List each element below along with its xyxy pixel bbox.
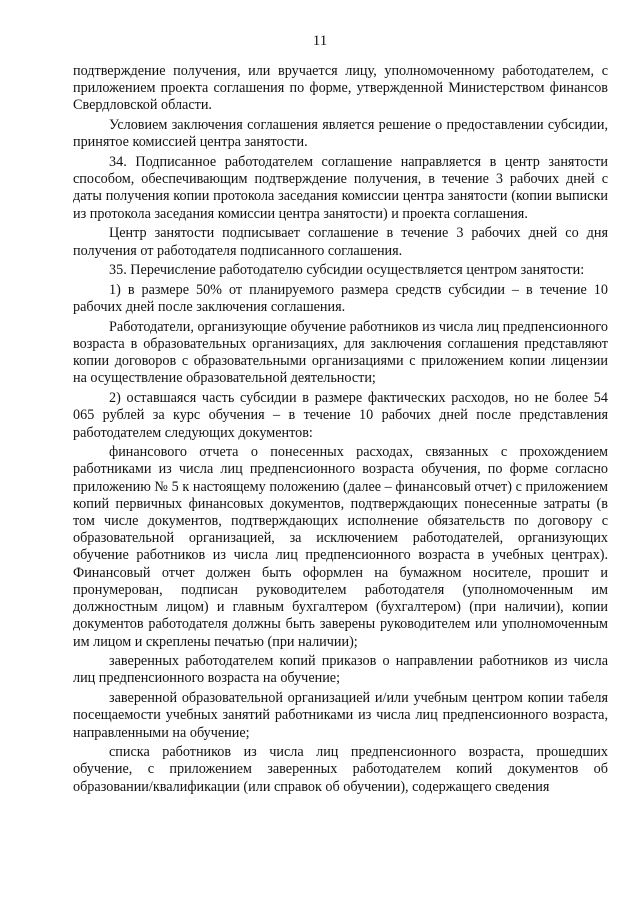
page-number: 11	[312, 33, 328, 49]
paragraph-35: 35. Перечисление работодателю субсидии осуществляется центром занятости:	[109, 262, 585, 279]
paragraph-financial-report: финансового отчета о понесенных расходах, связанных с прохождением работниками из числа лиц предпенсионного возраста обучения, по форме согласно приложению № 5 к настоящему положению (далее – финансовый отчет) с приложением копий первичных финансовых документов, подтверждающих понесенные затраты (в том числе документов, подтверждающих исполнение обязательств по договору с образовательной организацией, за исключением работодателей, организующих обучение работников из числа лиц предпенсионного возраста в учебных центрах). Финансовый отчет должен быть оформлен на бумажном носителе, прошит и пронумерован, подписан руководителем работодателя (уполномоченным им должностным лицом) и главным бухгалтером (бухгалтером) (при наличии), копии документов работодателя должны быть заверены руководителем или уполномоченным им лицом и скреплены печатью (при наличии);	[73, 444, 608, 650]
paragraph-attendance: заверенной образовательной организацией и/или учебным центром копии табеля посещаемости учебных занятий работниками из числа лиц предпенсионного возраста, направленными на обучение;	[73, 690, 608, 741]
paragraph-employers: Работодатели, организующие обучение работников из числа лиц предпенсионного возраста в образовательных организациях, для заключения соглашения представляют копии договоров с образовательными организациями с приложением копии лицензии на осуществление образовательной деятельности;	[73, 318, 608, 387]
paragraph-continued: подтверждение получения, или вручается лицу, уполномоченному работодателем, с приложением проекта соглашения по форме, утвержденной Министерством финансов Свердловской области.	[73, 63, 608, 114]
paragraph-orders: заверенных работодателем копий приказов о направлении работников из числа лиц предпенсионного возраста на обучение;	[73, 653, 608, 687]
paragraph-employee-list: списка работников из числа лиц предпенсионного возраста, прошедших обучение, с приложением заверенных работодателем копий документов об образовании/квалификации (или справок об обучении), содержащего сведения	[73, 744, 608, 795]
paragraph-35-item-2: 2) оставшаяся часть субсидии в размере фактических расходов, но не более 54 065 рублей за курс обучения – в течение 10 рабочих дней после представления работодателем следующих документов:	[73, 390, 608, 441]
paragraph-condition: Условием заключения соглашения является решение о предоставлении субсидии, принятое комиссией центра занятости.	[73, 117, 608, 151]
document-body	[73, 63, 608, 798]
paragraph-signing: Центр занятости подписывает соглашение в течение 3 рабочих дней со дня получения от работодателя подписанного соглашения.	[73, 225, 608, 259]
paragraph-34: 34. Подписанное работодателем соглашение направляется в центр занятости способом, обеспечивающим подтверждение получения, в течение 3 рабочих дней с даты получения копии протокола заседания комиссии центра занятости (копии выписки из протокола заседания комиссии центра занятости) и проекта соглашения.	[73, 154, 608, 222]
paragraph-35-item-1: 1) в размере 50% от планируемого размера средств субсидии – в течение 10 рабочих дней после заключения соглашения.	[73, 281, 608, 316]
